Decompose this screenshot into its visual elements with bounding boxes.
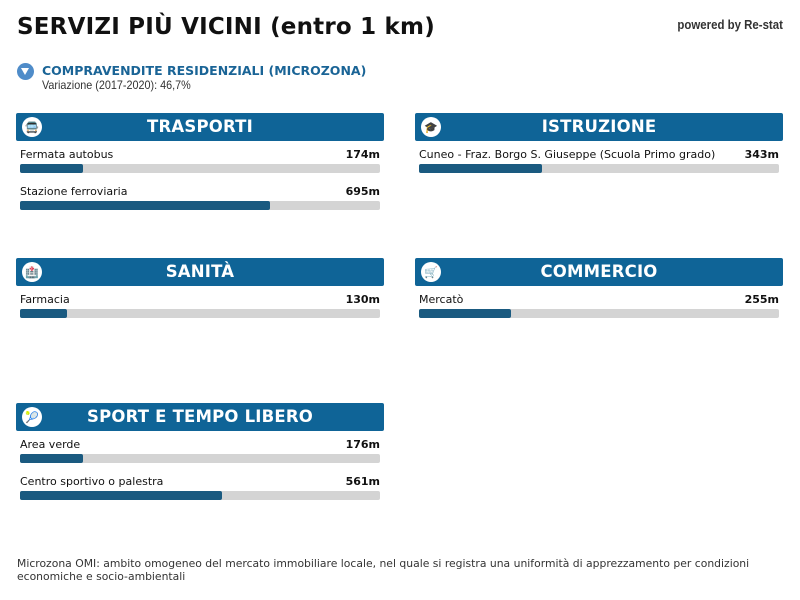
- service-row: [16, 468, 384, 505]
- omi-title: COMPRAVENDITE RESIDENZIALI (MICROZONA): [42, 63, 367, 78]
- service-row: [415, 286, 783, 323]
- distance-bar-fill: [20, 309, 67, 318]
- service-label: Cuneo - Fraz. Borgo S. Giuseppe (Scuola Primo grado): [419, 148, 716, 161]
- category-header: [415, 113, 783, 141]
- service-label: Centro sportivo o palestra: [20, 475, 164, 488]
- service-row: [16, 431, 384, 468]
- omi-variation: Variazione (2017-2020): 46,7%: [42, 78, 191, 92]
- category-header: [16, 258, 384, 286]
- bus-icon: 🚍: [22, 117, 42, 137]
- tennis-racket-icon: 🎾: [22, 407, 42, 427]
- category-card-sanita: [16, 258, 384, 323]
- service-distance: 130m: [345, 293, 380, 306]
- category-title: ISTRUZIONE: [541, 117, 657, 136]
- distance-bar-track: [20, 201, 380, 210]
- distance-bar-track: [419, 309, 779, 318]
- category-card-commercio: [415, 258, 783, 323]
- triangle-down-icon: [17, 63, 34, 80]
- category-title: SANITÀ: [165, 262, 235, 281]
- category-title: COMMERCIO: [540, 262, 658, 281]
- service-distance: 561m: [345, 475, 380, 488]
- service-distance: 343m: [744, 148, 779, 161]
- distance-bar-track: [20, 491, 380, 500]
- distance-bar-fill: [20, 201, 270, 210]
- service-label: Fermata autobus: [20, 148, 114, 161]
- service-row: [16, 178, 384, 215]
- service-distance: 695m: [345, 185, 380, 198]
- service-label: Area verde: [20, 438, 81, 451]
- cart-icon: 🛒: [421, 262, 441, 282]
- distance-bar-fill: [20, 454, 83, 463]
- omi-footnote: Microzona OMI: ambito omogeneo del mercato immobiliare locale, nel quale si registra una uniformità di apprezzamento per condizioni economiche e socio-ambientali: [17, 557, 750, 583]
- distance-bar-fill: [20, 491, 222, 500]
- category-header: [415, 258, 783, 286]
- category-card-trasporti: [16, 113, 384, 215]
- service-distance: 174m: [345, 148, 380, 161]
- category-title: TRASPORTI: [147, 117, 253, 136]
- distance-bar-fill: [419, 309, 511, 318]
- category-header: [16, 113, 384, 141]
- distance-bar-track: [419, 164, 779, 173]
- service-distance: 255m: [744, 293, 779, 306]
- service-row: [16, 286, 384, 323]
- distance-bar-track: [20, 309, 380, 318]
- graduate-icon: 🎓: [421, 117, 441, 137]
- category-header: [16, 403, 384, 431]
- distance-bar-fill: [419, 164, 542, 173]
- distance-bar-track: [20, 454, 380, 463]
- service-label: Farmacia: [20, 293, 70, 306]
- service-distance: 176m: [345, 438, 380, 451]
- service-label: Mercatò: [419, 293, 464, 306]
- page-title: SERVIZI PIÙ VICINI (entro 1 km): [17, 14, 435, 40]
- service-row: [415, 141, 783, 178]
- hospital-icon: 🏥: [22, 262, 42, 282]
- category-card-istruzione: [415, 113, 783, 178]
- service-label: Stazione ferroviaria: [20, 185, 128, 198]
- distance-bar-track: [20, 164, 380, 173]
- distance-bar-fill: [20, 164, 83, 173]
- powered-by-label: powered by Re-stat: [677, 17, 783, 32]
- service-row: [16, 141, 384, 178]
- category-card-sport: [16, 403, 384, 505]
- category-title: SPORT E TEMPO LIBERO: [86, 407, 314, 426]
